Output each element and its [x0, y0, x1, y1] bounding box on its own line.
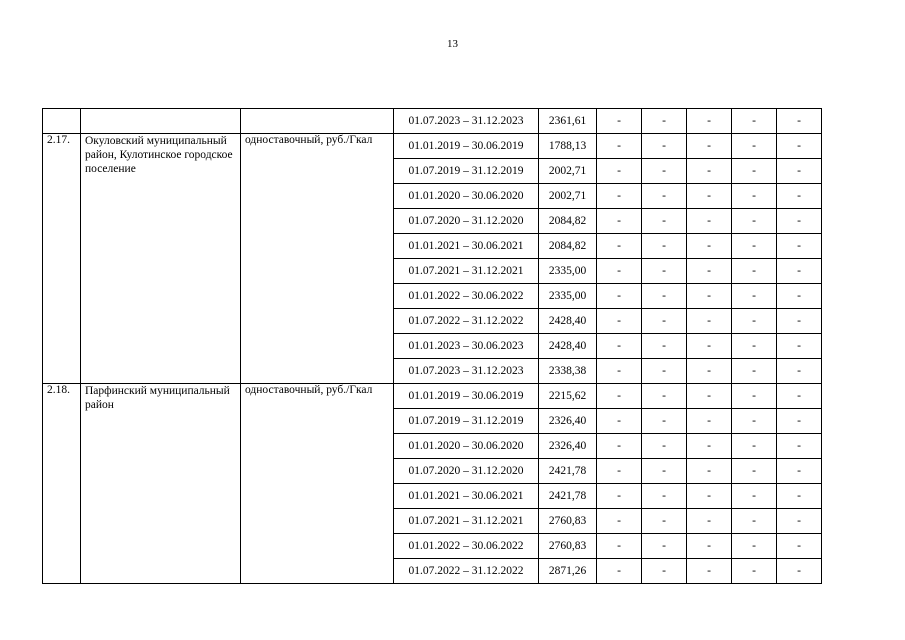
period-cell: 01.07.2019 – 31.12.2019 [394, 409, 539, 434]
tariff-value-cell: 2428,40 [539, 309, 597, 334]
empty-value-cell: - [642, 334, 687, 359]
section-name-cell: Окуловский муниципальный район, Кулотинское городское поселение [81, 134, 241, 384]
empty-value-cell: - [597, 459, 642, 484]
empty-value-cell: - [642, 384, 687, 409]
tariff-type-cell: одноставочный, руб./Гкал [241, 134, 394, 384]
tariff-value-cell: 2326,40 [539, 409, 597, 434]
tariff-value-cell: 2871,26 [539, 559, 597, 584]
empty-value-cell: - [777, 234, 822, 259]
period-cell: 01.07.2022 – 31.12.2022 [394, 559, 539, 584]
empty-value-cell: - [732, 559, 777, 584]
empty-value-cell: - [687, 534, 732, 559]
empty-value-cell: - [732, 159, 777, 184]
empty-value-cell: - [687, 234, 732, 259]
empty-value-cell: - [777, 134, 822, 159]
period-cell: 01.07.2021 – 31.12.2021 [394, 259, 539, 284]
tariff-value-cell: 2002,71 [539, 184, 597, 209]
empty-value-cell: - [732, 259, 777, 284]
empty-value-cell: - [642, 359, 687, 384]
empty-value-cell: - [732, 184, 777, 209]
period-cell: 01.01.2022 – 30.06.2022 [394, 534, 539, 559]
empty-value-cell: - [777, 334, 822, 359]
tariff-value-cell: 2361,61 [539, 109, 597, 134]
empty-value-cell: - [732, 134, 777, 159]
empty-value-cell: - [642, 434, 687, 459]
empty-value-cell: - [642, 184, 687, 209]
empty-value-cell: - [777, 209, 822, 234]
empty-value-cell: - [777, 484, 822, 509]
empty-value-cell: - [597, 159, 642, 184]
empty-value-cell: - [597, 334, 642, 359]
empty-value-cell: - [642, 284, 687, 309]
empty-value-cell: - [732, 484, 777, 509]
empty-value-cell: - [597, 209, 642, 234]
empty-value-cell: - [687, 309, 732, 334]
empty-value-cell: - [597, 484, 642, 509]
empty-value-cell: - [732, 509, 777, 534]
empty-value-cell: - [732, 109, 777, 134]
empty-value-cell: - [597, 509, 642, 534]
tariff-value-cell: 2215,62 [539, 384, 597, 409]
tariff-table [42, 108, 822, 584]
empty-value-cell: - [597, 559, 642, 584]
empty-value-cell: - [777, 159, 822, 184]
period-cell: 01.01.2022 – 30.06.2022 [394, 284, 539, 309]
period-cell: 01.07.2020 – 31.12.2020 [394, 459, 539, 484]
empty-value-cell: - [732, 434, 777, 459]
section-number-cell: 2.17. [43, 134, 81, 384]
empty-value-cell: - [777, 409, 822, 434]
tariff-value-cell: 2760,83 [539, 509, 597, 534]
period-cell: 01.07.2020 – 31.12.2020 [394, 209, 539, 234]
empty-value-cell: - [687, 384, 732, 409]
table-row [43, 384, 822, 409]
empty-value-cell: - [597, 284, 642, 309]
empty-value-cell: - [732, 459, 777, 484]
empty-value-cell: - [597, 409, 642, 434]
empty-value-cell: - [642, 234, 687, 259]
empty-value-cell: - [642, 309, 687, 334]
empty-value-cell: - [597, 434, 642, 459]
empty-value-cell: - [777, 309, 822, 334]
empty-value-cell: - [642, 509, 687, 534]
empty-value-cell: - [597, 384, 642, 409]
tariff-value-cell: 2084,82 [539, 234, 597, 259]
tariff-type-cell [241, 109, 394, 134]
empty-value-cell: - [687, 434, 732, 459]
empty-value-cell: - [687, 359, 732, 384]
section-number-cell [43, 109, 81, 134]
empty-value-cell: - [597, 134, 642, 159]
empty-value-cell: - [597, 259, 642, 284]
empty-value-cell: - [687, 134, 732, 159]
tariff-value-cell: 2421,78 [539, 484, 597, 509]
empty-value-cell: - [642, 534, 687, 559]
empty-value-cell: - [642, 159, 687, 184]
empty-value-cell: - [642, 109, 687, 134]
empty-value-cell: - [777, 459, 822, 484]
empty-value-cell: - [687, 509, 732, 534]
empty-value-cell: - [777, 359, 822, 384]
section-number-cell: 2.18. [43, 384, 81, 584]
empty-value-cell: - [597, 359, 642, 384]
empty-value-cell: - [687, 284, 732, 309]
period-cell: 01.01.2019 – 30.06.2019 [394, 134, 539, 159]
empty-value-cell: - [597, 109, 642, 134]
empty-value-cell: - [687, 259, 732, 284]
tariff-value-cell: 2760,83 [539, 534, 597, 559]
empty-value-cell: - [642, 409, 687, 434]
tariff-value-cell: 2335,00 [539, 284, 597, 309]
empty-value-cell: - [777, 509, 822, 534]
empty-value-cell: - [732, 359, 777, 384]
period-cell: 01.01.2021 – 30.06.2021 [394, 484, 539, 509]
empty-value-cell: - [687, 484, 732, 509]
section-name-cell: Парфинский муниципальный район [81, 384, 241, 584]
empty-value-cell: - [777, 184, 822, 209]
empty-value-cell: - [642, 259, 687, 284]
tariff-type-cell: одноставочный, руб./Гкал [241, 384, 394, 584]
empty-value-cell: - [642, 559, 687, 584]
period-cell: 01.01.2023 – 30.06.2023 [394, 334, 539, 359]
empty-value-cell: - [777, 559, 822, 584]
empty-value-cell: - [732, 384, 777, 409]
tariff-value-cell: 2335,00 [539, 259, 597, 284]
period-cell: 01.01.2021 – 30.06.2021 [394, 234, 539, 259]
empty-value-cell: - [732, 534, 777, 559]
empty-value-cell: - [732, 284, 777, 309]
empty-value-cell: - [597, 184, 642, 209]
empty-value-cell: - [687, 559, 732, 584]
table-row [43, 109, 822, 134]
empty-value-cell: - [687, 184, 732, 209]
period-cell: 01.07.2019 – 31.12.2019 [394, 159, 539, 184]
period-cell: 01.01.2020 – 30.06.2020 [394, 434, 539, 459]
period-cell: 01.07.2023 – 31.12.2023 [394, 109, 539, 134]
section-name-cell [81, 109, 241, 134]
empty-value-cell: - [777, 384, 822, 409]
empty-value-cell: - [777, 534, 822, 559]
empty-value-cell: - [687, 209, 732, 234]
tariff-value-cell: 2421,78 [539, 459, 597, 484]
tariff-value-cell: 2338,38 [539, 359, 597, 384]
tariff-value-cell: 2084,82 [539, 209, 597, 234]
empty-value-cell: - [642, 459, 687, 484]
empty-value-cell: - [597, 309, 642, 334]
period-cell: 01.01.2019 – 30.06.2019 [394, 384, 539, 409]
empty-value-cell: - [732, 209, 777, 234]
tariff-value-cell: 2002,71 [539, 159, 597, 184]
empty-value-cell: - [732, 334, 777, 359]
empty-value-cell: - [687, 459, 732, 484]
tariff-value-cell: 2326,40 [539, 434, 597, 459]
table-row [43, 134, 822, 159]
empty-value-cell: - [597, 234, 642, 259]
period-cell: 01.07.2021 – 31.12.2021 [394, 509, 539, 534]
empty-value-cell: - [777, 259, 822, 284]
tariff-value-cell: 2428,40 [539, 334, 597, 359]
empty-value-cell: - [732, 309, 777, 334]
empty-value-cell: - [732, 234, 777, 259]
period-cell: 01.07.2022 – 31.12.2022 [394, 309, 539, 334]
page-number: 13 [447, 38, 458, 50]
empty-value-cell: - [687, 334, 732, 359]
empty-value-cell: - [597, 534, 642, 559]
empty-value-cell: - [642, 484, 687, 509]
empty-value-cell: - [732, 409, 777, 434]
empty-value-cell: - [777, 434, 822, 459]
empty-value-cell: - [777, 109, 822, 134]
period-cell: 01.07.2023 – 31.12.2023 [394, 359, 539, 384]
empty-value-cell: - [687, 109, 732, 134]
empty-value-cell: - [687, 409, 732, 434]
empty-value-cell: - [777, 284, 822, 309]
empty-value-cell: - [687, 159, 732, 184]
empty-value-cell: - [642, 209, 687, 234]
period-cell: 01.01.2020 – 30.06.2020 [394, 184, 539, 209]
empty-value-cell: - [642, 134, 687, 159]
tariff-value-cell: 1788,13 [539, 134, 597, 159]
